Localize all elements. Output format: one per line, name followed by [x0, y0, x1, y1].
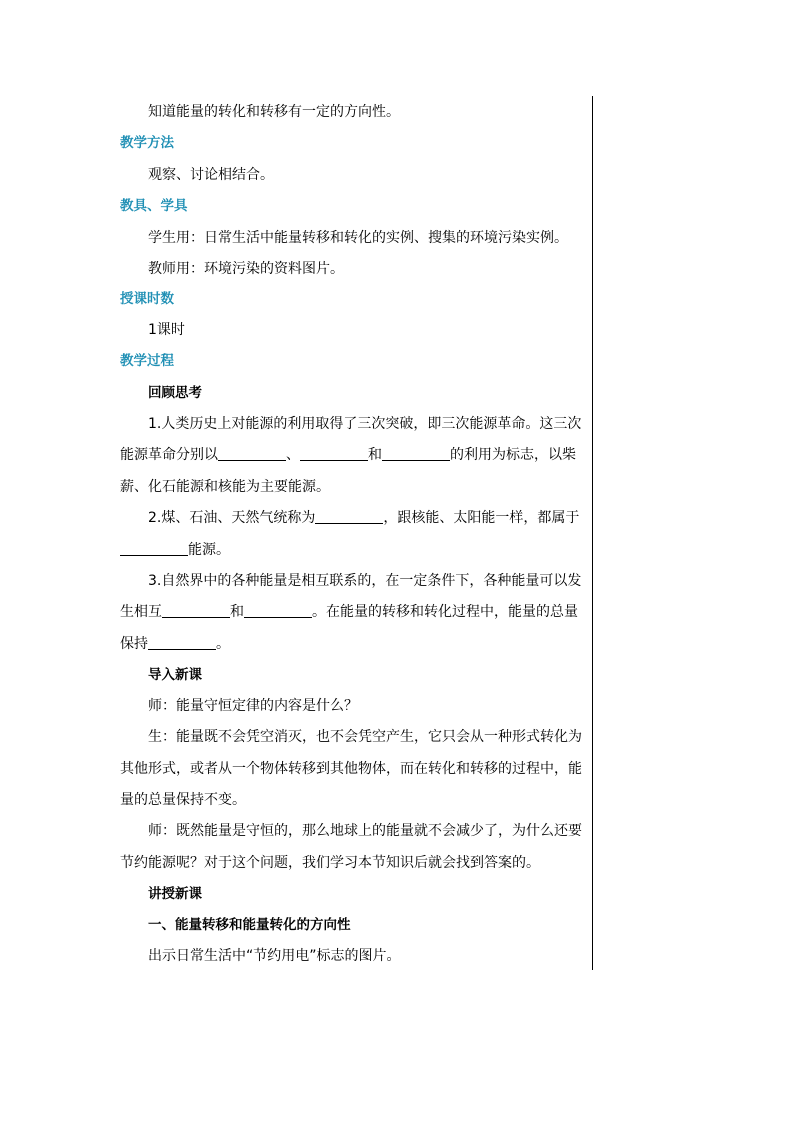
intro-text: 知道能量的转化和转移有一定的方向性。	[148, 104, 400, 120]
q3-text-a: 生相互	[120, 604, 162, 620]
q3-text-d: 保持	[120, 636, 148, 652]
heading-teaching-process: 教学过程	[120, 353, 174, 369]
q2-text-a: 2.煤、石油、天然气统称为	[148, 510, 316, 526]
heading-teaching-tools: 教具、学具	[120, 198, 188, 214]
fill-blank	[244, 603, 312, 618]
question-3-line-1: 3.自然界中的各种能量是相互联系的，在一定条件下，各种能量可以发	[148, 573, 582, 589]
q3-text-c: 。在能量的转移和转化过程中，能量的总量	[312, 604, 578, 620]
fill-blank	[218, 446, 286, 461]
student-answer-line-1: 生：能量既不会凭空消灭，也不会凭空产生，它只会从一种形式转化为	[148, 729, 582, 745]
question-1-line-2	[120, 445, 586, 465]
question-1-line-1: 1.人类历史上对能源的利用取得了三次突破，即三次能源革命。这三次	[148, 416, 582, 432]
question-2-line-1	[120, 508, 614, 528]
fill-blank	[148, 635, 216, 650]
tools-teacher-text: 教师用：环境污染的资料图片。	[148, 261, 344, 277]
q1-text-d: 的利用为标志，以柴	[450, 447, 576, 463]
teacher-question-2-line-2: 节约能源呢？对于这个问题，我们学习本节知识后就会找到答案的。	[120, 855, 540, 871]
teacher-question-1: 师：能量守恒定律的内容是什么？	[148, 698, 358, 714]
q3-text-b: 和	[230, 604, 244, 620]
q1-text-b: 、	[286, 447, 300, 463]
fill-blank	[300, 446, 368, 461]
subheading-new-lesson: 讲授新课	[148, 886, 202, 902]
method-text: 观察、讨论相结合。	[148, 167, 274, 183]
last-line-text: 出示日常生活中“节约用电”标志的图片。	[148, 948, 401, 964]
q1-text-c: 和	[368, 447, 382, 463]
student-answer-line-2: 其他形式，或者从一个物体转移到其他物体，而在转化和转移的过程中，能	[120, 761, 582, 777]
heading-class-hours: 授课时数	[120, 291, 174, 307]
class-hours-text: 1课时	[148, 322, 185, 338]
fill-blank	[162, 603, 230, 618]
heading-teaching-method: 教学方法	[120, 135, 174, 151]
question-3-line-3	[120, 634, 586, 654]
teacher-question-2-line-1: 师：既然能量是守恒的，那么地球上的能量就不会减少了，为什么还要	[148, 823, 582, 839]
q2-text-b: ，跟核能、太阳能一样，都属于	[383, 510, 580, 526]
question-2-line-2	[120, 540, 586, 560]
question-1-line-3: 薪、化石能源和核能为主要能源。	[120, 479, 330, 495]
section-1-title: 一、能量转移和能量转化的方向性	[148, 917, 351, 933]
fill-blank	[120, 541, 188, 556]
q2-text-c: 能源。	[188, 542, 230, 558]
fill-blank	[315, 509, 383, 524]
fill-blank	[382, 446, 450, 461]
subheading-lesson-intro: 导入新课	[148, 667, 202, 683]
q3-text-e: 。	[216, 636, 230, 652]
subheading-review: 回顾思考	[148, 385, 202, 401]
student-answer-line-3: 量的总量保持不变。	[120, 792, 246, 808]
tools-student-text: 学生用：日常生活中能量转移和转化的实例、搜集的环境污染实例。	[148, 230, 568, 246]
q1-text-a: 能源革命分别以	[120, 447, 218, 463]
question-3-line-2	[120, 602, 586, 622]
